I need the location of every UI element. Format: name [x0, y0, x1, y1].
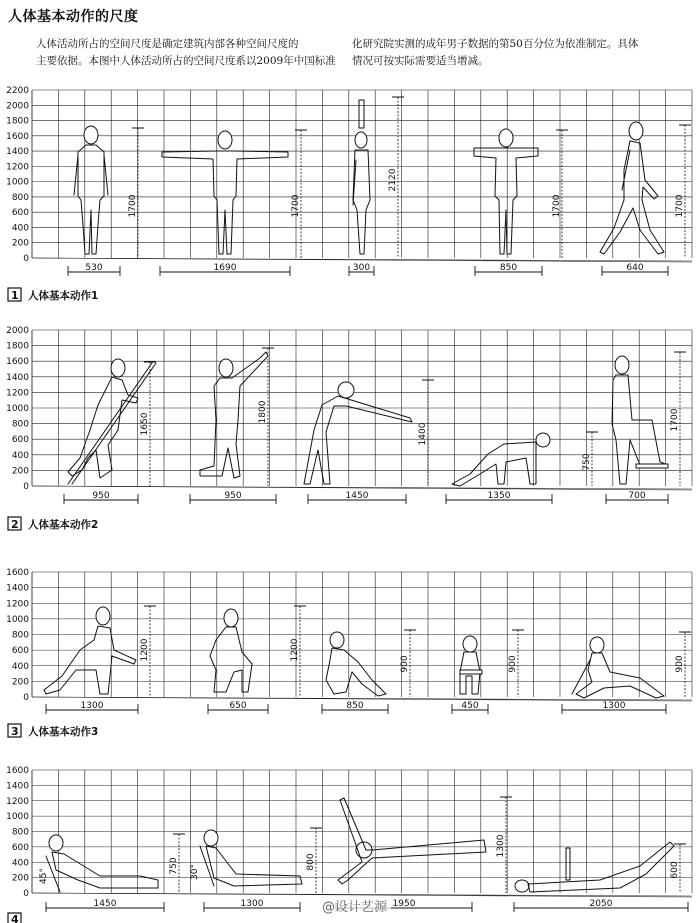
y-tick-label: 1400 [6, 583, 29, 594]
section-number: 2 [11, 518, 19, 531]
y-tick-label: 0 [23, 254, 29, 264]
height-label: 900 [508, 655, 518, 673]
page-title: 人体基本动作的尺度 [8, 9, 139, 25]
width-label: 1690 [213, 263, 237, 273]
figure-arm-raised [353, 100, 370, 254]
height-label: 1700 [675, 194, 685, 218]
y-tick-label: 1600 [6, 131, 29, 142]
height-label: 750 [582, 453, 592, 471]
y-tick-label: 1800 [6, 341, 29, 352]
y-tick-label: 400 [11, 223, 29, 234]
section-label-4 [8, 913, 21, 923]
intro-line: 化研究院实测的成年男子数据的第50百分位为依准制定。具体 [352, 38, 639, 50]
width-label: 450 [461, 701, 479, 711]
y-tick-label: 1600 [6, 766, 29, 776]
figure-reclined-45 [46, 835, 158, 892]
y-tick-label: 800 [11, 419, 29, 430]
figure-stepping-up [612, 356, 668, 484]
width-label: 950 [92, 491, 110, 501]
figure-sitting-stool [460, 636, 482, 694]
height-label: 900 [400, 655, 410, 673]
y-tick-label: 1400 [6, 147, 29, 158]
height-label: 1800 [258, 400, 268, 424]
section-1-chart [6, 86, 692, 276]
height-label: 600 [670, 861, 680, 879]
section-label-3 [8, 724, 98, 738]
y-tick-label: 1600 [6, 568, 29, 578]
section-number: 3 [11, 725, 19, 738]
width-label: 950 [224, 491, 242, 501]
intro-line: 主要依据。本图中人体活动所占的空间尺度系以2009年中国标准 [36, 55, 336, 67]
width-label: 850 [499, 263, 518, 273]
y-tick-label: 1200 [6, 599, 29, 610]
figure-lying-leg-raised [515, 842, 674, 892]
height-label: 1400 [418, 422, 428, 446]
y-tick-label: 2000 [6, 101, 29, 112]
y-tick-label: 1400 [6, 372, 29, 383]
y-tick-label: 600 [11, 435, 29, 446]
y-tick-label: 1200 [6, 388, 29, 399]
section-4-chart [6, 766, 692, 912]
angle-label: 30° [190, 864, 200, 880]
width-label: 700 [628, 491, 646, 501]
angle-label: 45° [39, 868, 49, 884]
width-label: 1300 [240, 899, 264, 909]
section-label-2 [8, 517, 98, 531]
y-tick-label: 1000 [6, 614, 29, 625]
y-tick-label: 800 [11, 630, 29, 641]
intro-line: 人体活动所占的空间尺度是确定建筑内部各种空间尺度的 [36, 38, 299, 50]
section-2-chart [6, 326, 692, 504]
y-tick-label: 600 [11, 842, 29, 853]
figure-side-plank [338, 798, 486, 884]
section-label-1 [8, 288, 98, 302]
ground-line [32, 258, 692, 261]
width-label: 1450 [93, 899, 117, 909]
y-tick-label: 400 [11, 450, 29, 461]
figure-standing-front [74, 126, 108, 254]
y-tick-label: 1600 [6, 357, 29, 368]
y-tick-label: 200 [11, 873, 29, 884]
figure-squatting [210, 609, 252, 692]
height-label: 2120 [388, 168, 398, 192]
width-label: 650 [229, 701, 247, 711]
width-label: 1950 [392, 899, 416, 909]
width-label: 530 [85, 263, 103, 273]
width-label: 1450 [345, 491, 369, 501]
ground-line [32, 697, 692, 700]
height-label: 900 [675, 655, 685, 673]
figure-walking [600, 122, 664, 254]
y-tick-label: 1200 [6, 796, 29, 807]
width-label: 2050 [589, 899, 613, 909]
y-tick-label: 1000 [6, 177, 29, 188]
height-label: 1700 [552, 194, 562, 218]
figure-kneeling [44, 607, 136, 694]
intro-line: 情况可按实际需要适当增减。 [352, 55, 489, 67]
section-number: 1 [11, 289, 19, 302]
height-label: 1200 [290, 638, 300, 662]
width-label: 850 [346, 701, 364, 711]
y-tick-label: 600 [11, 646, 29, 657]
height-label: 1650 [140, 412, 150, 436]
y-tick-label: 1000 [6, 404, 29, 414]
section-3-chart [6, 568, 692, 714]
ground-line [32, 486, 692, 489]
height-label: 1300 [496, 834, 506, 858]
y-tick-label: 0 [23, 482, 29, 492]
y-tick-label: 800 [11, 192, 29, 203]
height-label: 800 [306, 853, 316, 871]
y-tick-label: 200 [11, 677, 29, 688]
y-tick-label: 1400 [6, 781, 29, 792]
y-tick-label: 1200 [6, 162, 29, 173]
y-tick-label: 800 [11, 827, 29, 838]
y-tick-label: 400 [11, 661, 29, 672]
y-tick-label: 200 [11, 466, 29, 477]
y-tick-label: 600 [11, 208, 29, 219]
y-tick-label: 2000 [6, 326, 29, 336]
section-number: 4 [11, 913, 19, 923]
figure-bending-forward [304, 382, 412, 484]
y-tick-label: 1000 [6, 812, 29, 823]
section-label: 人体基本动作3 [28, 726, 99, 738]
height-label: 1700 [670, 408, 680, 432]
y-tick-label: 0 [23, 889, 29, 899]
section-label: 人体基本动作1 [28, 290, 99, 302]
watermark: @设计艺源 [318, 896, 391, 915]
height-label: 1200 [140, 638, 150, 662]
width-label: 300 [352, 263, 371, 273]
y-tick-label: 1800 [6, 116, 29, 127]
height-label: 1700 [291, 194, 301, 218]
width-label: 640 [626, 263, 644, 273]
width-label: 1350 [487, 491, 511, 501]
height-label: 750 [169, 857, 179, 875]
figure-crawling [452, 433, 550, 486]
height-label: 1700 [128, 194, 138, 218]
width-label: 1300 [602, 701, 626, 711]
figure-arms-outstretched [162, 131, 288, 254]
figure-sitting-floor [326, 632, 386, 696]
y-tick-label: 0 [23, 693, 29, 703]
figure-arms-forward [474, 129, 538, 254]
y-tick-label: 400 [11, 858, 29, 869]
section-label: 人体基本动作2 [28, 519, 99, 531]
figure-reclining-floor [572, 637, 664, 698]
y-tick-label: 2200 [6, 86, 29, 96]
width-label: 1300 [80, 701, 104, 711]
y-tick-label: 200 [11, 238, 29, 249]
